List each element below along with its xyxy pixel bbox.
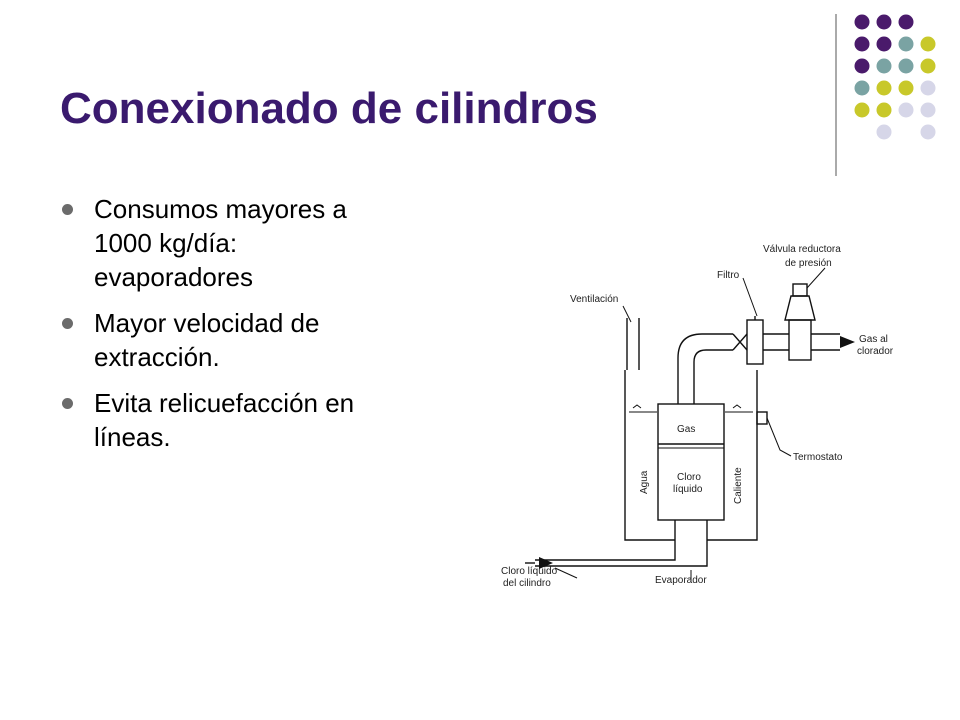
decorative-dot — [899, 59, 914, 74]
decorative-dot — [855, 15, 870, 30]
decorative-dot — [921, 125, 936, 140]
chlorine-vessel — [658, 404, 724, 520]
bullet-text: Consumos mayores a 1000 kg/día: evaporadores — [94, 194, 347, 292]
ventilation-label: Ventilación — [570, 294, 619, 305]
decorative-dot — [877, 59, 892, 74]
decorative-dot — [899, 81, 914, 96]
bullet-list — [60, 192, 460, 466]
valve-label-line2: de presión — [785, 258, 832, 269]
gas-label: Gas — [677, 424, 696, 435]
bullet-item — [60, 306, 460, 374]
inlet-label-line2: del cilindro — [503, 578, 551, 589]
slide-title: Conexionado de cilindros — [60, 84, 598, 133]
evaporator-diagram — [495, 230, 915, 600]
decorative-dot-grid — [834, 14, 954, 184]
thermostat-sensor — [757, 412, 767, 424]
decorative-dot — [899, 15, 914, 30]
decorative-dot — [877, 81, 892, 96]
gas-riser — [678, 334, 733, 404]
pressure-valve-body — [789, 320, 811, 360]
feed-pipe — [535, 520, 707, 566]
decorative-dot — [877, 125, 892, 140]
bullet-text: Evita relicuefacción en líneas. — [94, 388, 355, 452]
decorative-dot — [921, 103, 936, 118]
gas-out-label-line2: clorador — [857, 346, 894, 357]
thermostat-label: Termostato — [793, 452, 843, 463]
liquid-label-line1: Cloro — [677, 472, 701, 483]
bullet-text: Mayor velocidad de extracción. — [94, 308, 320, 372]
decorative-dot — [921, 37, 936, 52]
hot-label: Caliente — [733, 467, 744, 504]
decorative-dot — [921, 81, 936, 96]
decorative-dot — [855, 81, 870, 96]
gas-out-label-line1: Gas al — [859, 334, 888, 345]
decorative-dot — [899, 103, 914, 118]
water-label: Agua — [639, 470, 650, 494]
filter-body — [747, 320, 763, 364]
decorative-dot — [855, 59, 870, 74]
decorative-dot — [921, 59, 936, 74]
decorative-dot — [855, 37, 870, 52]
decorative-dot — [899, 37, 914, 52]
bullet-item — [60, 192, 460, 294]
dot-cluster — [855, 15, 936, 140]
decorative-dot — [877, 37, 892, 52]
evaporator-label: Evaporador — [655, 575, 707, 586]
decorative-dot — [877, 103, 892, 118]
valve-label-line1: Válvula reductora — [763, 244, 841, 255]
tank-outline — [625, 370, 757, 540]
pressure-valve-bell — [785, 296, 815, 320]
gas-out-arrow — [840, 336, 855, 348]
gate-valve — [733, 334, 747, 350]
inlet-label-line1: Cloro líquido — [501, 566, 558, 577]
liquid-label-line2: líquido — [673, 484, 703, 495]
decorative-dot — [877, 15, 892, 30]
decorative-dot — [855, 103, 870, 118]
bullet-item — [60, 386, 460, 454]
ventilation-pipe — [627, 318, 639, 370]
filter-label: Filtro — [717, 270, 740, 281]
